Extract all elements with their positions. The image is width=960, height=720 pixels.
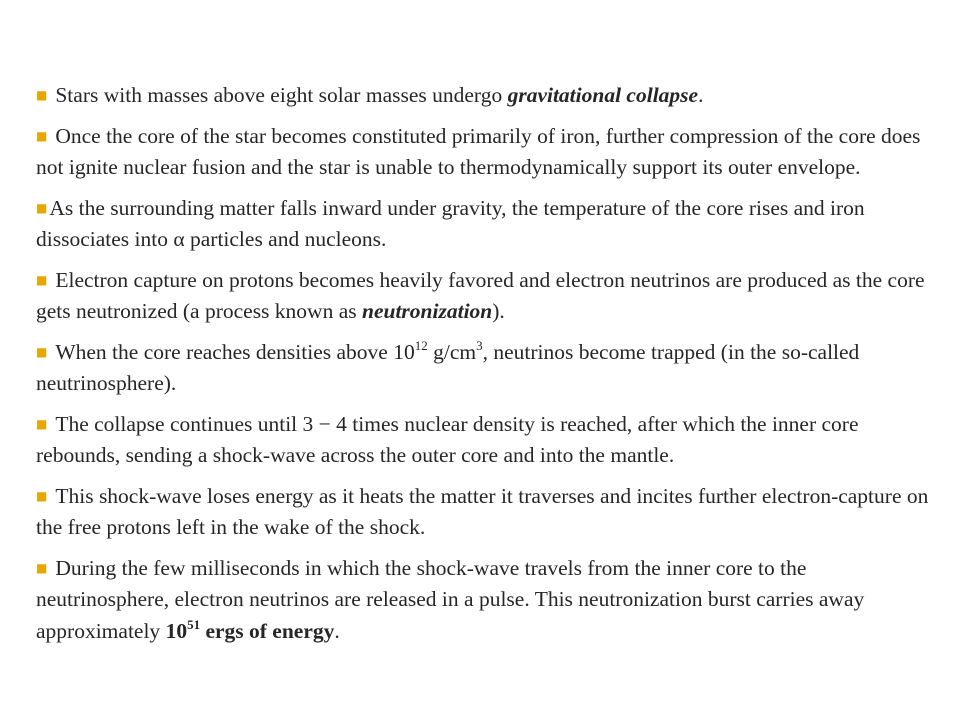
bullet-text: Stars with masses above eight solar masses undergo: [55, 83, 508, 107]
bullet-text: When the core reaches densities above 10: [55, 339, 415, 364]
bullet-text: This shock-wave loses energy as it heats the matter it traverses and incites further electron-capture on the free protons left in the wake of the shock.: [36, 483, 929, 539]
square-bullet-icon: ■: [36, 200, 48, 215]
exponent: 12: [414, 337, 428, 353]
bullet-text: As the surrounding matter falls inward under gravity, the temperature of the core rises and iron dissociates into α particles and nucleons.: [36, 195, 865, 251]
square-bullet-icon: ■: [36, 88, 48, 102]
exponent: 51: [187, 616, 201, 632]
bullet-iron-dissociation: [36, 193, 936, 256]
bullet-core-rebound: [36, 409, 936, 472]
bullet-electron-capture: [36, 265, 936, 328]
bullet-text: .: [698, 83, 704, 107]
emphasis-term: neutronization: [362, 299, 493, 323]
square-bullet-icon: ■: [36, 344, 48, 359]
square-bullet-icon: ■: [36, 416, 48, 431]
bullet-neutronization-burst: [36, 553, 936, 648]
bullet-iron-core: [36, 121, 936, 184]
square-bullet-icon: ■: [36, 488, 48, 503]
bullet-text: Once the core of the star becomes constituted primarily of iron, further compression of the core does not ignite nuclear fusion and the star is unable to thermodynamically support its outer envelope.: [36, 123, 921, 179]
bullet-shock-wave: [36, 481, 936, 544]
bullet-text: The collapse continues until 3 − 4 times nuclear density is reached, after which the inner core rebounds, sending a shock-wave across the outer core and into the mantle.: [36, 411, 859, 467]
bullet-text: ).: [492, 299, 505, 323]
bullet-text: .: [334, 618, 340, 643]
bullet-text: During the few milliseconds in which the shock-wave travels from the inner core to the neutrinosphere, electron neutrinos are released in a pulse. This neutronization burst carries away approximately: [36, 555, 865, 643]
bullet-text: Electron capture on protons becomes heavily favored and electron neutrinos are produced as the core gets neutronized (a process known as: [36, 267, 925, 323]
bullet-list: [36, 80, 936, 656]
exponent: 3: [476, 337, 483, 353]
bullet-gravitational-collapse: [36, 80, 936, 112]
bullet-neutrino-trapping: [36, 337, 936, 400]
energy-value: 10: [165, 618, 188, 643]
square-bullet-icon: ■: [36, 560, 48, 575]
emphasis-term: gravitational collapse: [507, 83, 699, 107]
square-bullet-icon: ■: [36, 128, 48, 143]
energy-unit: ergs of energy: [200, 618, 335, 643]
square-bullet-icon: ■: [36, 272, 48, 287]
bullet-text: g/cm: [427, 339, 477, 364]
bullet-text: , neutrinos become trapped (in the so-called neutrinosphere).: [36, 339, 860, 395]
